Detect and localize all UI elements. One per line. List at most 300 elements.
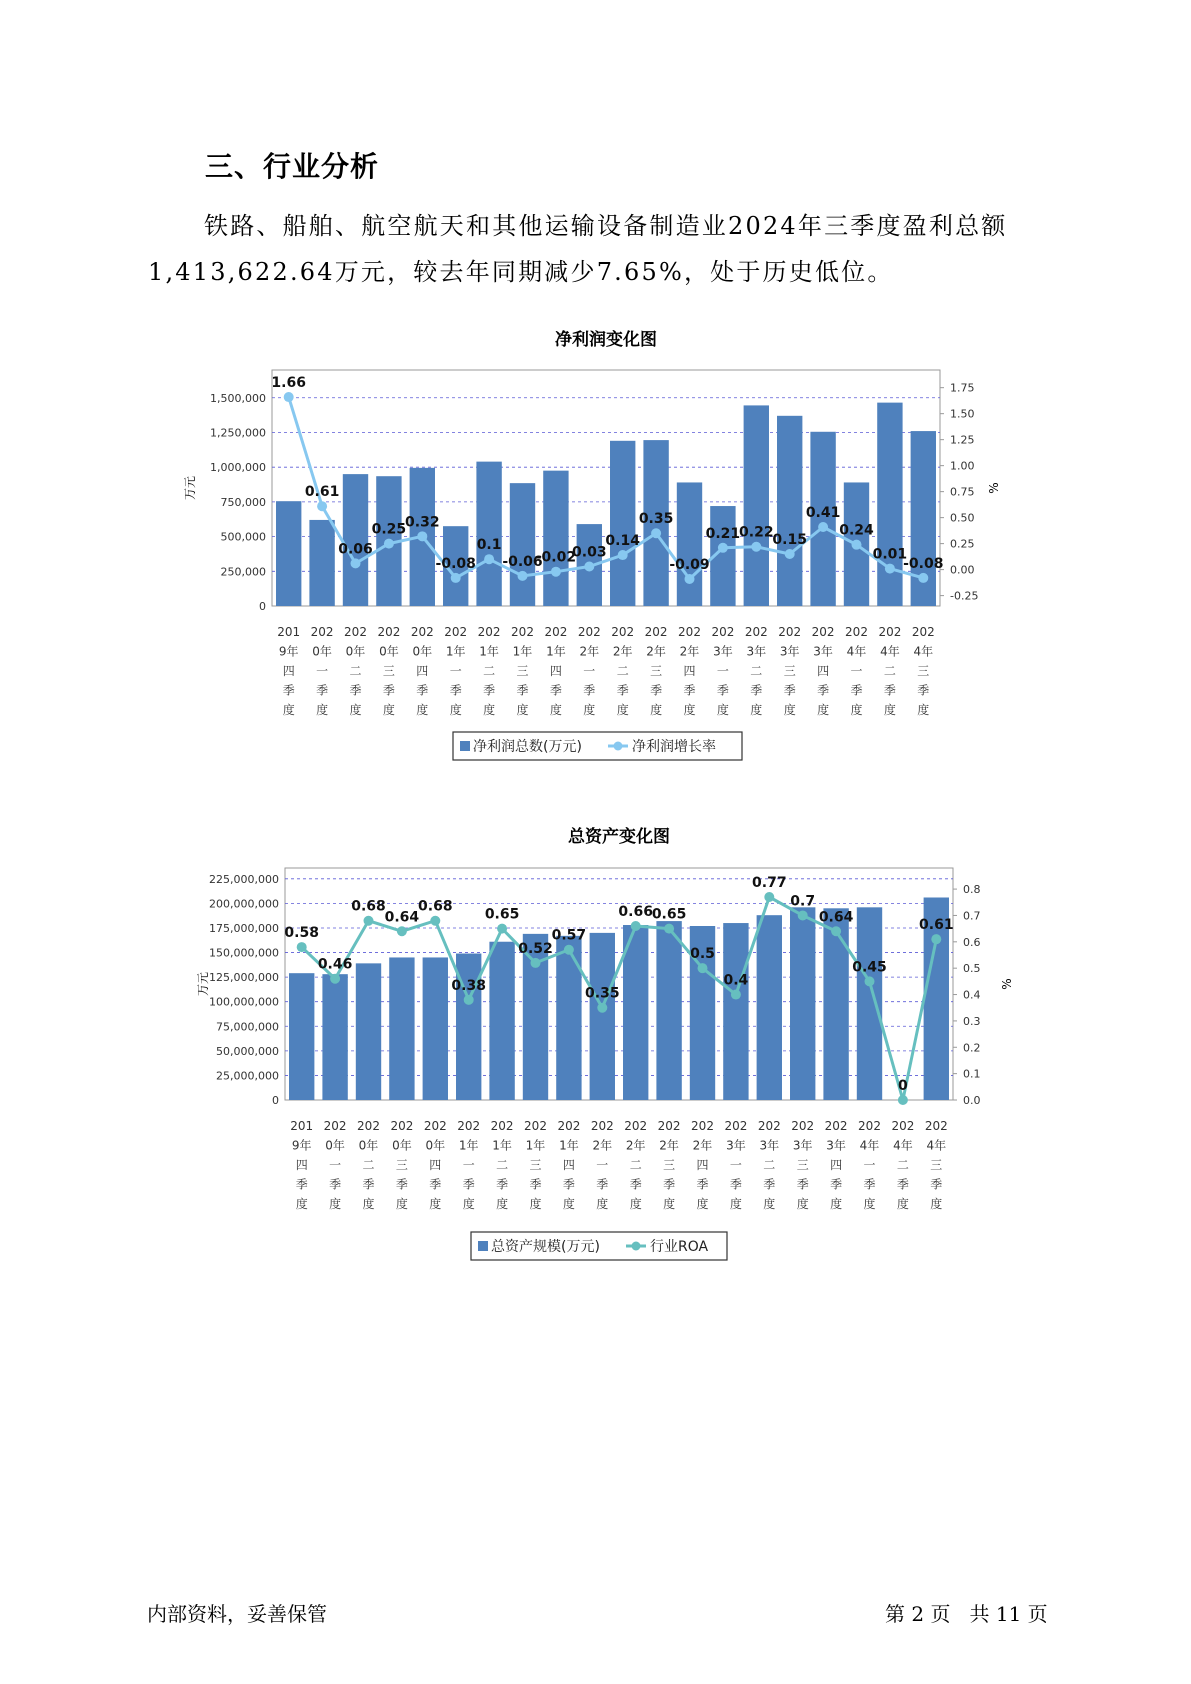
x-tick-label: 一 [316,664,329,678]
x-tick-label: 0年 [379,644,399,659]
point-label: 0.7 [790,893,816,910]
x-tick-label: 度 [663,1197,676,1211]
x-tick-label: 度 [516,703,529,717]
x-tick-label: 202 [611,625,635,639]
x-tick-label: 季 [830,1177,843,1192]
x-tick-label: 0年 [345,644,366,659]
y2-tick-label: 1.75 [950,381,975,395]
point-label: 0 [898,1078,908,1094]
x-tick-label: 季 [316,683,329,698]
x-tick-label: 度 [850,703,863,717]
x-tick-label: 202 [845,625,868,639]
y2-tick-label: 0.1 [963,1067,981,1081]
point-label: 0.52 [518,940,553,957]
x-tick-label: 202 [911,625,935,639]
point-label: 0.35 [638,511,674,528]
line-point [698,963,708,973]
chart-title: 总资产变化图 [568,827,670,847]
point-label: 0.46 [317,956,353,973]
x-tick-label: 2年 [579,644,600,659]
x-tick-label: 度 [282,703,295,717]
bar [322,974,347,1100]
x-tick-label: 202 [490,1119,514,1133]
line-point [931,934,941,944]
line-point [785,549,795,559]
x-tick-label: 度 [917,703,930,717]
x-tick-label: 一 [863,1158,876,1172]
x-tick-label: 季 [295,1177,308,1192]
line-point [631,921,641,931]
x-tick-label: 四 [696,1158,709,1172]
point-label: 0.35 [585,985,620,1002]
point-label: 0.24 [839,522,874,539]
x-tick-label: 一 [729,1158,742,1172]
point-label: 0.03 [572,544,607,561]
x-tick-label: 度 [763,1197,776,1211]
line-point [364,916,374,926]
x-tick-label: 季 [716,683,729,698]
x-tick-label: 度 [416,703,429,717]
x-tick-label: 202 [824,1119,848,1133]
x-tick-label: 202 [577,625,601,639]
x-tick-label: 度 [796,1197,809,1211]
y2-tick-label: 0.7 [963,909,981,923]
point-label: 0.41 [805,504,841,521]
legend-bar-label: 净利润总数(万元) [473,739,582,755]
line-point [430,916,440,926]
bar [543,471,568,606]
x-tick-label: 3年 [826,1138,846,1153]
y2-tick-label: 0.50 [950,511,975,525]
y-tick-label: 225,000,000 [209,872,279,886]
point-label: 0.65 [651,906,687,923]
x-tick-label: 三 [663,1158,676,1172]
x-tick-label: 季 [429,1177,442,1192]
x-tick-label: 四 [295,1158,308,1172]
point-label: 0.68 [351,898,386,915]
point-label: 0.14 [605,533,640,550]
point-label: 0.21 [705,525,741,542]
x-tick-label: 202 [423,1119,447,1133]
x-tick-label: 202 [323,1119,347,1133]
line-point [731,990,741,1000]
bar [677,482,702,606]
y2-tick-label: 0.00 [950,563,975,577]
x-tick-label: 三 [783,664,796,678]
point-label: 0.1 [476,537,502,554]
x-tick-label: 一 [462,1158,475,1172]
x-tick-label: 1年 [458,1138,479,1153]
x-tick-label: 0年 [358,1138,379,1153]
x-tick-label: 度 [883,703,896,717]
x-tick-label: 202 [410,625,434,639]
x-tick-label: 季 [496,1177,509,1192]
y2-tick-label: 0.4 [963,988,981,1002]
x-tick-label: 季 [349,683,362,698]
x-tick-label: 度 [449,703,462,717]
x-tick-label: 二 [483,664,496,678]
x-tick-label: 三 [650,664,663,678]
x-tick-label: 202 [310,625,334,639]
x-tick-label: 9年 [291,1138,312,1153]
point-label: -0.06 [502,553,543,570]
y-tick-label: 0 [272,1094,279,1107]
x-tick-label: 季 [362,1177,375,1192]
x-tick-label: 3年 [792,1138,813,1153]
y2-tick-label: 0.0 [963,1094,981,1107]
line-point [764,892,774,902]
x-tick-label: 三 [395,1158,408,1172]
y-tick-label: 0 [259,600,266,613]
x-tick-label: 季 [583,683,596,698]
x-tick-label: 四 [683,664,696,678]
line-point [685,574,695,584]
x-tick-label: 2年 [679,644,700,659]
point-label: -0.08 [903,555,944,572]
x-tick-label: 度 [930,1197,943,1211]
line-point [484,554,494,564]
x-tick-label: 202 [444,625,468,639]
x-tick-label: 1年 [525,1138,546,1153]
line-point [397,926,407,936]
x-tick-label: 4年 [846,644,867,659]
x-tick-label: 4年 [893,1138,913,1153]
x-tick-label: 0年 [412,644,433,659]
x-tick-label: 度 [329,1197,342,1211]
paragraph-line-2: 1,413,622.64万元，较去年同期减少7.65%，处于历史低位。 [148,258,894,286]
point-label: 0.06 [338,541,373,558]
y-tick-label: 125,000,000 [209,971,279,985]
x-tick-label: 度 [896,1197,909,1211]
line-point [885,564,895,574]
y2-axis-label: % [987,482,1001,494]
y-tick-label: 250,000 [220,565,266,579]
point-label: -0.09 [669,556,710,573]
x-tick-label: 季 [596,1177,609,1192]
x-tick-label: 202 [757,1119,781,1133]
line-point [451,573,461,583]
y-tick-label: 1,000,000 [210,461,266,475]
y2-tick-label: -0.25 [950,589,979,603]
bar [276,501,301,606]
bar [744,405,769,606]
x-tick-label: 二 [496,1158,509,1172]
x-tick-label: 度 [562,1197,575,1211]
x-tick-label: 2年 [625,1138,646,1153]
x-tick-label: 202 [624,1119,648,1133]
legend-line-marker [614,742,623,751]
line-point [664,924,674,934]
bar [476,462,501,606]
x-tick-label: 201 [277,625,301,639]
x-tick-label: 季 [683,683,696,698]
bar [877,403,902,606]
point-label: 0.22 [739,524,774,541]
x-tick-label: 季 [750,683,763,698]
x-tick-label: 季 [549,683,562,698]
y-tick-label: 75,000,000 [216,1020,279,1034]
x-tick-label: 四 [549,664,562,678]
x-tick-label: 一 [596,1158,609,1172]
x-tick-label: 季 [629,1177,642,1192]
legend-line-marker [632,1242,641,1251]
line-point [531,958,541,968]
line-point [551,567,561,577]
x-tick-label: 度 [696,1197,709,1211]
x-tick-label: 度 [729,1197,742,1211]
x-tick-label: 度 [830,1197,843,1211]
x-tick-label: 一 [850,664,863,678]
x-tick-label: 二 [362,1158,375,1172]
x-tick-label: 2年 [659,1138,679,1153]
x-tick-label: 2年 [612,644,633,659]
x-tick-label: 季 [863,1177,876,1192]
x-tick-label: 202 [924,1119,948,1133]
x-tick-label: 四 [282,664,295,678]
x-tick-label: 度 [596,1197,609,1211]
x-tick-label: 一 [449,664,462,678]
x-tick-label: 四 [817,664,830,678]
x-tick-label: 202 [891,1119,915,1133]
x-tick-label: 3年 [779,644,800,659]
x-tick-label: 3年 [759,1138,780,1153]
x-tick-label: 度 [750,703,763,717]
x-tick-label: 202 [590,1119,614,1133]
bar [857,907,882,1100]
x-tick-label: 三 [796,1158,809,1172]
x-tick-label: 3年 [746,644,767,659]
x-tick-label: 1年 [546,644,566,659]
x-tick-label: 季 [282,683,295,698]
x-tick-label: 三 [516,664,529,678]
x-tick-label: 2年 [646,644,666,659]
x-tick-label: 三 [930,1158,943,1172]
chart-title: 净利润变化图 [555,330,657,350]
line-point [564,945,574,955]
y2-tick-label: 0.2 [963,1041,981,1055]
line-point [898,1095,908,1105]
x-tick-label: 四 [416,664,429,678]
x-tick-label: 度 [716,703,729,717]
point-label: 0.58 [284,925,319,942]
bar [790,907,815,1100]
x-tick-label: 3年 [713,644,733,659]
y2-tick-label: 0.3 [963,1014,981,1028]
line-point [852,540,862,550]
y-tick-label: 1,500,000 [210,391,266,405]
x-tick-label: 二 [883,664,896,678]
legend-line-label: 净利润增长率 [632,739,716,755]
y-axis-label: 万元 [196,971,210,997]
x-tick-label: 0年 [392,1138,412,1153]
x-tick-label: 二 [349,664,362,678]
x-tick-label: 二 [629,1158,642,1172]
bar [556,936,581,1100]
x-tick-label: 四 [562,1158,575,1172]
legend-bar-label: 总资产规模(万元) [491,1239,600,1255]
y2-tick-label: 0.6 [963,935,981,949]
x-tick-label: 季 [663,1177,676,1192]
bar [510,483,535,606]
bar [343,474,368,606]
x-tick-label: 三 [917,664,930,678]
x-tick-label: 季 [483,683,496,698]
x-tick-label: 一 [583,664,596,678]
x-tick-label: 季 [650,683,663,698]
x-tick-label: 季 [763,1177,776,1192]
line-point [751,542,761,552]
x-tick-label: 202 [657,1119,681,1133]
y-tick-label: 175,000,000 [209,921,279,935]
x-tick-label: 202 [557,1119,581,1133]
y2-tick-label: 1.50 [950,407,975,421]
x-tick-label: 季 [930,1177,943,1192]
x-tick-label: 季 [796,1177,809,1192]
y2-tick-label: 1.00 [950,459,975,473]
y-tick-label: 500,000 [220,530,266,544]
bar [309,520,334,606]
bar [610,441,635,606]
x-tick-label: 202 [878,625,902,639]
x-tick-label: 202 [811,625,835,639]
x-tick-label: 1年 [512,644,533,659]
line-point [284,392,294,402]
y-tick-label: 750,000 [220,495,266,509]
x-tick-label: 202 [377,625,401,639]
line-point [417,531,427,541]
line-point [518,571,528,581]
x-tick-label: 4年 [880,644,900,659]
x-tick-label: 4年 [859,1138,880,1153]
x-tick-label: 度 [316,703,329,717]
line-point [618,550,628,560]
section-title: 三、行业分析 [205,150,380,183]
line-point [818,522,828,532]
x-tick-label: 一 [716,664,729,678]
x-tick-label: 度 [583,703,596,717]
paragraph-line-1: 铁路、船舶、航空航天和其他运输设备制造业2024年三季度盈利总额 [204,212,1008,240]
x-tick-label: 202 [344,625,367,639]
x-tick-label: 1年 [559,1138,579,1153]
line-point [831,926,841,936]
footer-page-number: 第 2 页 共 11 页 [885,1602,1048,1626]
x-tick-label: 度 [395,1197,408,1211]
x-tick-label: 季 [616,683,629,698]
x-tick-label: 202 [477,625,501,639]
point-label: 0.15 [772,532,807,549]
point-label: -0.02 [535,549,577,566]
point-label: 0.32 [405,514,440,531]
x-tick-label: 度 [817,703,830,717]
x-tick-label: 0年 [325,1138,345,1153]
x-tick-label: 2年 [692,1138,713,1153]
x-tick-label: 度 [616,703,629,717]
line-point [384,539,394,549]
bar [423,957,448,1100]
x-tick-label: 度 [783,703,796,717]
x-tick-label: 季 [729,1177,742,1192]
x-tick-label: 季 [329,1177,342,1192]
x-tick-label: 3年 [813,644,833,659]
point-label: 0.64 [384,909,420,926]
bar [289,973,314,1100]
x-tick-label: 度 [496,1197,509,1211]
bar [590,933,615,1100]
y2-axis-label: % [1000,978,1014,990]
total-assets-chart [0,818,1191,1288]
line-point [464,995,474,1005]
y2-tick-label: 0.75 [950,485,975,499]
x-tick-label: 季 [395,1177,408,1192]
point-label: 0.5 [690,946,715,963]
y-tick-label: 1,250,000 [210,426,266,440]
x-tick-label: 三 [529,1158,542,1172]
legend-bar-swatch [478,1241,488,1251]
y2-tick-label: 0.5 [963,962,981,976]
net-profit-chart [0,320,1191,790]
x-tick-label: 0年 [312,644,332,659]
x-tick-label: 四 [830,1158,843,1172]
x-tick-label: 202 [390,1119,414,1133]
x-tick-label: 四 [429,1158,442,1172]
x-tick-label: 季 [883,683,896,698]
bar [389,957,414,1100]
x-tick-label: 4年 [913,644,934,659]
bar [777,416,802,606]
line-point [351,558,361,568]
x-tick-label: 1年 [479,644,499,659]
x-tick-label: 一 [329,1158,342,1172]
x-tick-label: 202 [524,1119,547,1133]
point-label: 0.45 [852,959,887,976]
x-tick-label: 202 [858,1119,881,1133]
bar [823,908,848,1100]
x-tick-label: 季 [529,1177,542,1192]
summary-paragraph [148,203,1048,295]
legend-line-label: 行业ROA [650,1239,709,1255]
y-tick-label: 25,000,000 [216,1069,279,1083]
footer-confidential: 内部资料，妥善保管 [147,1602,327,1626]
x-tick-label: 度 [683,703,696,717]
x-tick-label: 9年 [278,644,299,659]
line-point [584,561,594,571]
x-tick-label: 0年 [425,1138,446,1153]
bar [489,942,514,1100]
x-tick-label: 202 [357,1119,380,1133]
point-label: 0.38 [451,977,486,994]
x-tick-label: 季 [462,1177,475,1192]
line-point [317,501,327,511]
x-tick-label: 202 [691,1119,714,1133]
bar [757,915,782,1100]
line-point [651,528,661,538]
x-tick-label: 季 [382,683,395,698]
line-point [330,974,340,984]
y2-tick-label: 0.8 [963,883,981,897]
point-label: 0.64 [818,909,854,926]
x-tick-label: 201 [290,1119,314,1133]
x-tick-label: 季 [896,1177,909,1192]
x-tick-label: 202 [778,625,802,639]
x-tick-label: 202 [711,625,735,639]
x-tick-label: 202 [791,1119,815,1133]
x-tick-label: 202 [544,625,568,639]
y2-tick-label: 1.25 [950,433,975,447]
y-tick-label: 50,000,000 [216,1044,279,1058]
line-point [918,573,928,583]
x-tick-label: 1年 [492,1138,512,1153]
x-tick-label: 二 [896,1158,909,1172]
